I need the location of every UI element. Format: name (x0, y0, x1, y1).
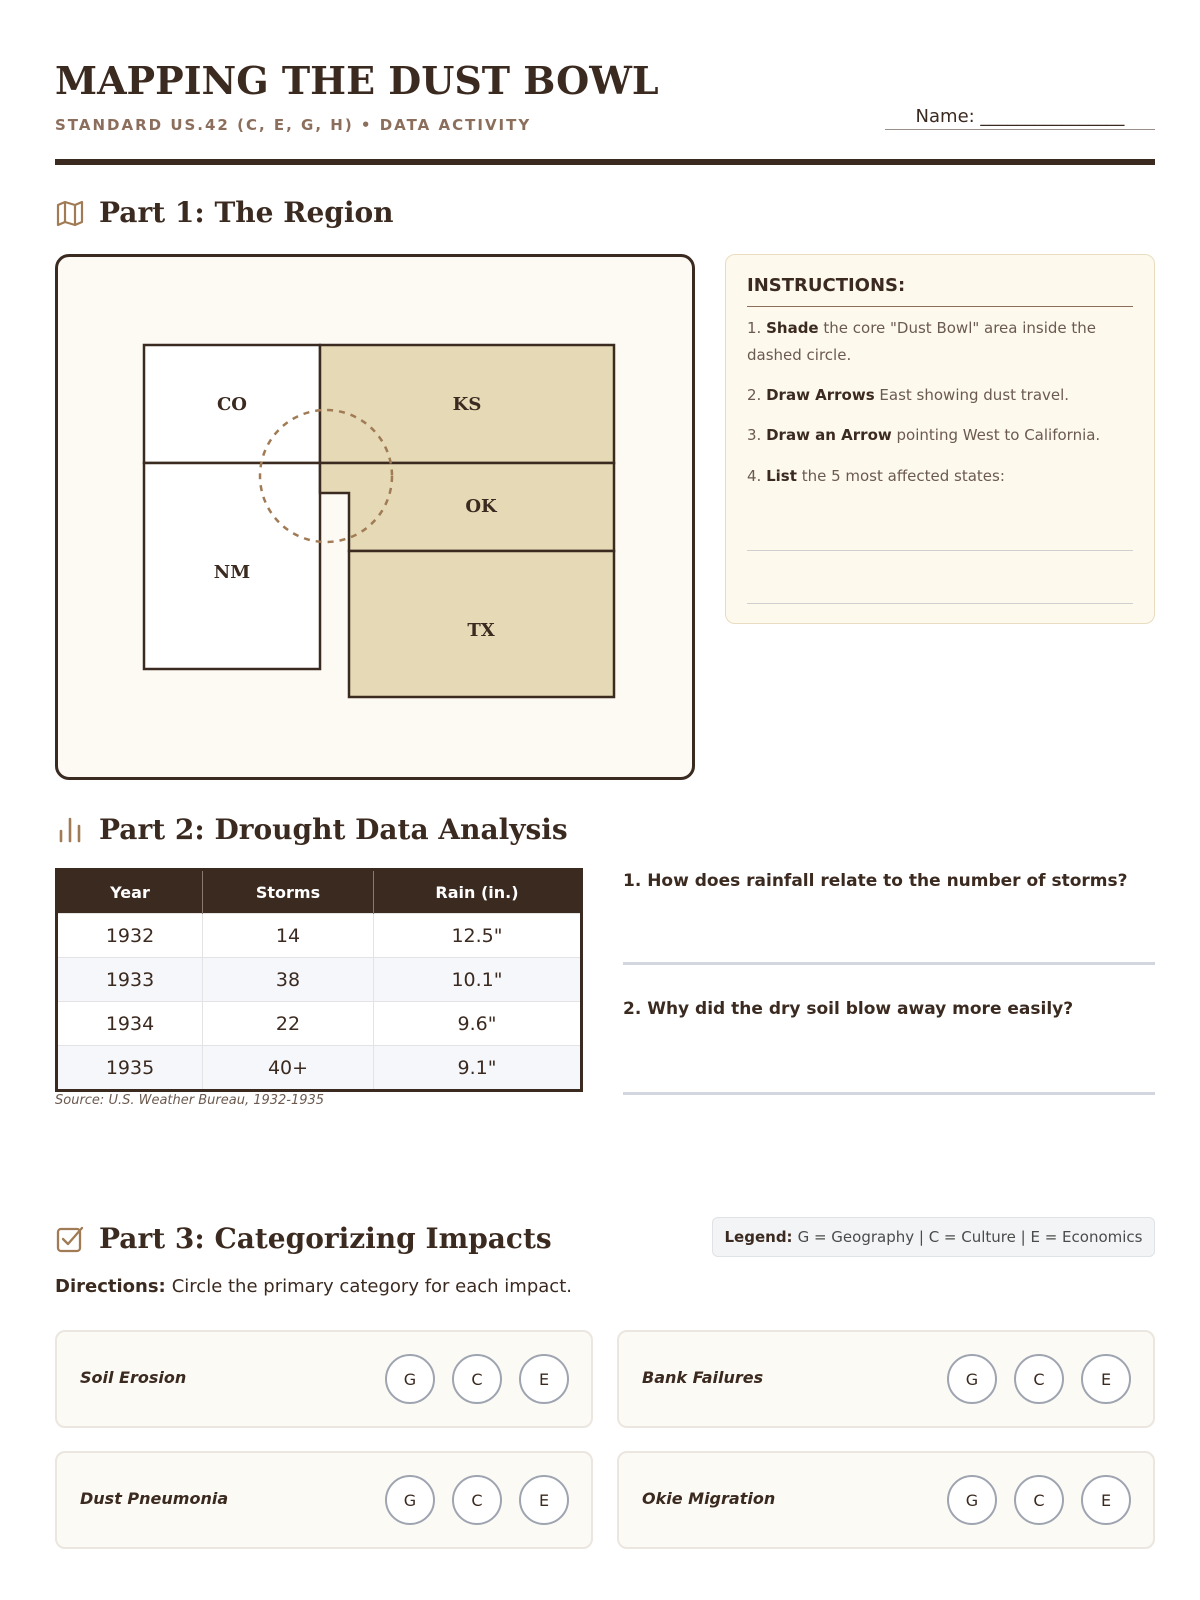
instruction-item: 2. Draw Arrows East showing dust travel. (747, 386, 1070, 404)
impact-card (55, 1451, 593, 1549)
table-cell: 10.1" (374, 958, 582, 1002)
state-label-nm: NM (213, 562, 251, 583)
table-source: Source: U.S. Weather Bureau, 1932-1935 (55, 1093, 325, 1108)
table-cell: 14 (203, 914, 374, 958)
page-title: MAPPING THE DUST BOWL (55, 58, 659, 103)
directions-text: Circle the primary category for each impact. (171, 1276, 572, 1297)
directions (55, 1276, 572, 1297)
part2-header (55, 813, 568, 846)
column-header: Storms (203, 870, 374, 914)
option-circle-e[interactable]: E (519, 1354, 569, 1404)
question-2: 2. Why did the dry soil blow away more easily? (623, 999, 1074, 1019)
option-circle-c[interactable]: C (452, 1354, 502, 1404)
table-cell: 40+ (203, 1046, 374, 1091)
option-circle-c[interactable]: C (1014, 1354, 1064, 1404)
option-circle-e[interactable]: E (519, 1475, 569, 1525)
option-circle-g[interactable]: G (385, 1475, 435, 1525)
table-cell: 12.5" (374, 914, 582, 958)
impact-card (617, 1451, 1155, 1549)
option-circle-e[interactable]: E (1081, 1354, 1131, 1404)
state-label-tx: TX (467, 620, 495, 641)
table-row (57, 1046, 582, 1091)
question-1: 1. How does rainfall relate to the number of storms? (623, 871, 1128, 891)
part1-heading: Part 1: The Region (99, 196, 394, 229)
table-row (57, 958, 582, 1002)
map-icon (55, 198, 85, 228)
table-cell: 1933 (57, 958, 203, 1002)
column-header: Year (57, 870, 203, 914)
table-row (57, 914, 582, 958)
drought-data-table (55, 868, 583, 1092)
option-circle-g[interactable]: G (947, 1354, 997, 1404)
header-divider (55, 159, 1155, 165)
part2-heading: Part 2: Drought Data Analysis (99, 813, 568, 846)
impact-label: Soil Erosion (80, 1368, 187, 1387)
part1-header (55, 196, 394, 229)
option-circle-e[interactable]: E (1081, 1475, 1131, 1525)
column-header: Rain (in.) (374, 870, 582, 914)
table-cell: 38 (203, 958, 374, 1002)
table-cell: 22 (203, 1002, 374, 1046)
table-cell: 9.6" (374, 1002, 582, 1046)
part3-heading: Part 3: Categorizing Impacts (99, 1222, 552, 1255)
option-circle-c[interactable]: C (1014, 1475, 1064, 1525)
state-label-co: CO (216, 394, 248, 415)
region-map-svg (58, 257, 698, 783)
answer-line[interactable] (747, 603, 1133, 604)
checkbox-icon (55, 1224, 85, 1254)
impact-card (617, 1330, 1155, 1428)
answer-line[interactable] (747, 550, 1133, 551)
state-label-ok: OK (465, 496, 497, 517)
option-circle-c[interactable]: C (452, 1475, 502, 1525)
table-row (57, 1002, 582, 1046)
impact-card (55, 1330, 593, 1428)
instruction-item: 3. Draw an Arrow pointing West to California. (747, 426, 1101, 444)
legend-label: Legend: (724, 1228, 793, 1246)
impact-label: Bank Failures (642, 1368, 764, 1387)
answer-line[interactable] (623, 962, 1155, 965)
impact-label: Okie Migration (642, 1489, 776, 1508)
instructions-title: INSTRUCTIONS: (747, 275, 1133, 307)
part3-header (55, 1222, 552, 1255)
page-subtitle: STANDARD US.42 (C, E, G, H) • DATA ACTIVITY (55, 116, 532, 134)
table-header-row (57, 870, 582, 914)
bar-chart-icon (55, 815, 85, 845)
table-cell: 1935 (57, 1046, 203, 1091)
table-cell: 9.1" (374, 1046, 582, 1091)
name-field[interactable]: Name: ________________ (885, 106, 1155, 130)
region-map (55, 254, 695, 780)
instruction-item: 4. List the 5 most affected states: (747, 467, 1005, 485)
table-cell: 1934 (57, 1002, 203, 1046)
directions-label: Directions: (55, 1276, 166, 1297)
state-label-ks: KS (452, 394, 482, 415)
impact-label: Dust Pneumonia (80, 1489, 229, 1508)
category-legend (712, 1217, 1155, 1257)
option-circle-g[interactable]: G (385, 1354, 435, 1404)
table-cell: 1932 (57, 914, 203, 958)
option-circle-g[interactable]: G (947, 1475, 997, 1525)
legend-text: G = Geography | C = Culture | E = Economics (797, 1228, 1143, 1246)
instructions-box (725, 254, 1155, 624)
instruction-item: 1. Shade the core "Dust Bowl" area inside the dashed circle. (747, 319, 1097, 364)
answer-line[interactable] (623, 1092, 1155, 1095)
